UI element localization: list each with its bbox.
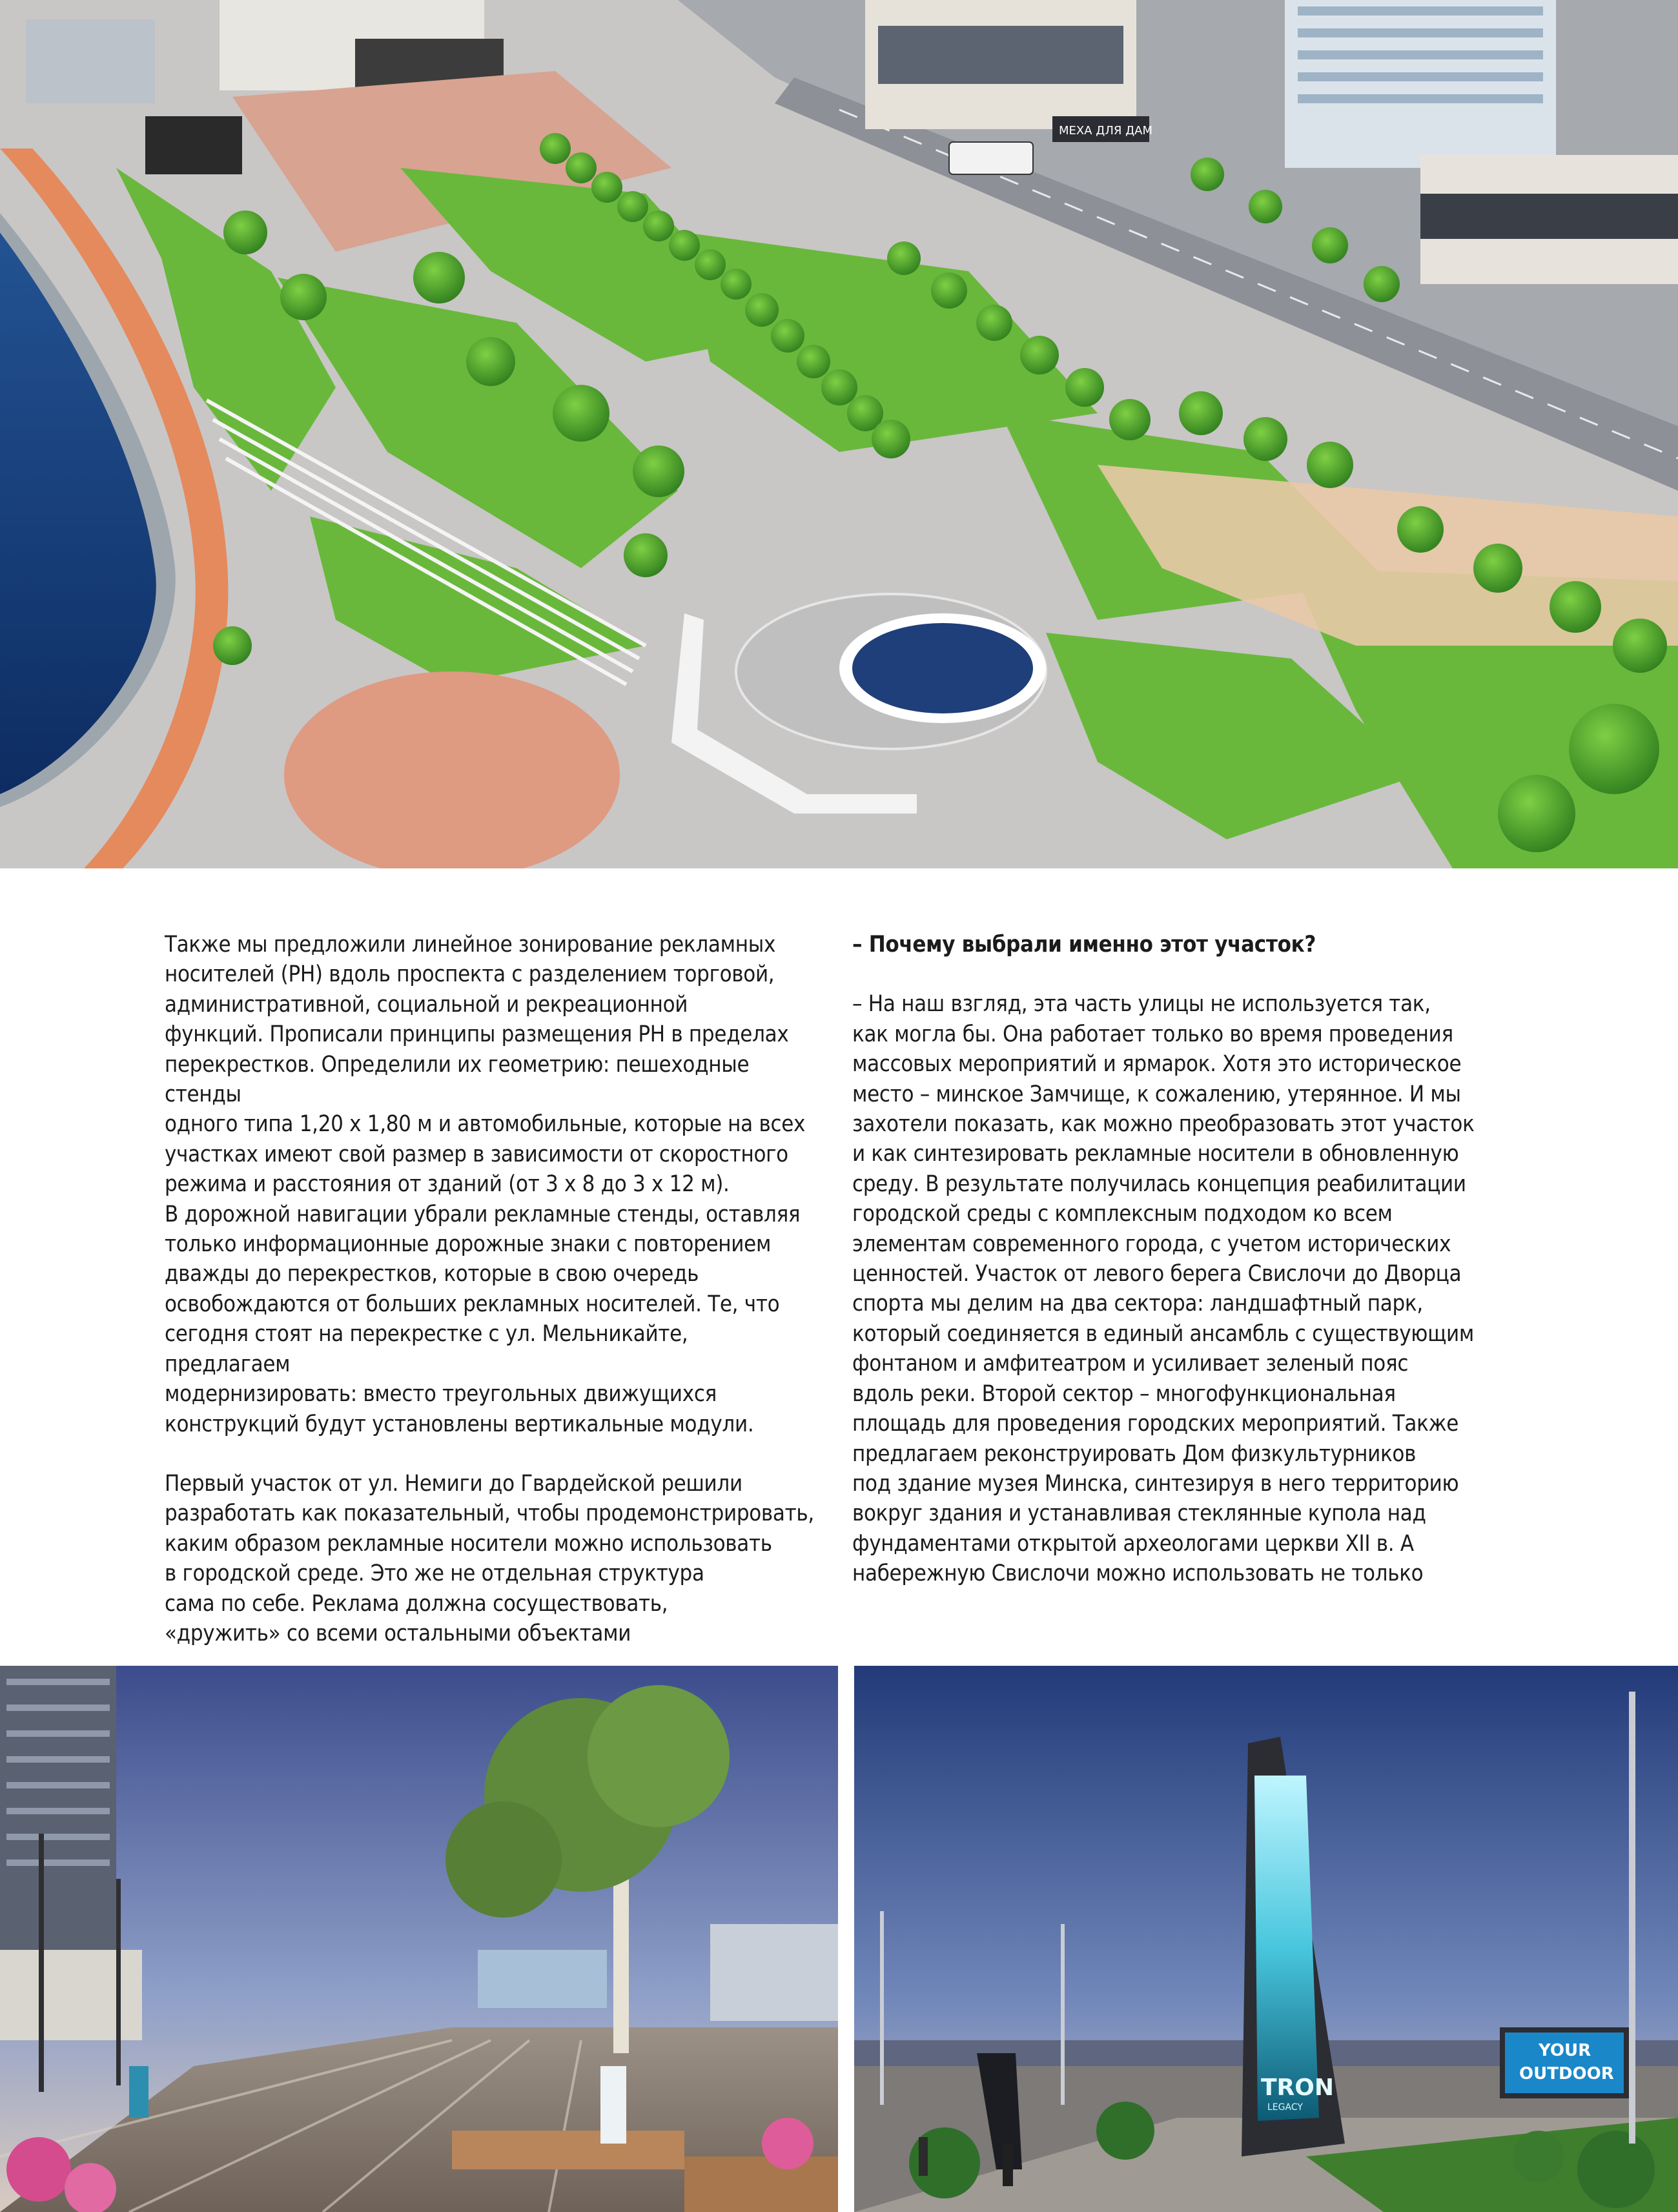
left-paragraph-1: Также мы предложили линейное зонирование рекламных носителей (РН) вдоль проспекта с разделением торговой, административной, социальной и рекреационной функций. Прописали принципы размещения РН в пределах перекрестков. Определили их геометрию: пешеходные стенды одного типа 1,20 х 1,80 м и автомобильные, которые на всех участках имеют свой размер в зависимости от скоростного режима и расстояния от зданий (от 3 х 8 до 3 х 12 м). В дорожной навигации убрали рекламные стенды, оставляя только информационные дорожные знаки с повторением дважды до перекрестков, которые в свою очередь освобождаются от больших рекламных носителей. Те, что сегодня стоят на перекрестке с ул. Мельникайте, предлагаем модернизировать: вместо треугольных движущихся конструкций будут установлены вертикальные модули.	[165, 932, 806, 1437]
pylon-title: TRON	[1261, 2074, 1335, 2101]
interview-answer: – На наш взгляд, эта часть улицы не используется так, как могла бы. Она работает только во время проведения массовых мероприятий и ярмарок. Хотя это историческое место – минское Замчище, к сожалению, утерянное. И мы захотели показать, как можно преобразовать этот участок и как синтезировать рекламные носители в обновленную среду. В результате получилась концепция реабилитации городской среды с комплексным подходом ко всем элементам современного города, с учетом исторических ценностей. Участок от левого берега Свислочи до Дворца спорта мы делим на два сектора: ландшафтный парк, который соединяется в единый ансамбль с существующим фонтаном и амфитеатром и усиливает зеленый пояс вдоль реки. Второй сектор – многофункциональная площадь для проведения городских мероприятий. Также предлагаем реконструировать Дом физкультурников под здание музея Минска, синтезируя в него территорию вокруг здания и устанавливая стеклянные купола над фундаментами открытой археологами церкви XII в. А набережную Свислочи можно использовать не только	[852, 991, 1475, 1587]
screen-text-bottom: OUTDOOR	[1519, 2064, 1614, 2084]
pylon-subtitle: LEGACY	[1267, 2102, 1303, 2113]
hero-aerial-render	[0, 0, 1678, 868]
left-paragraph-2: Первый участок от ул. Немиги до Гвардейской решили разработать как показательный, чтобы продемонстрировать, каким образом рекламные носители можно использовать в городской среде. Это же не отдельная структура сама по себе. Реклама должна сосуществовать, «дружить» со всеми остальными объектами	[165, 1470, 814, 1646]
article-left-column	[165, 930, 817, 1678]
screen-text-top: YOUR	[1539, 2041, 1591, 2060]
photo-night-pylon	[854, 1666, 1678, 2212]
shop-sign: МЕХА ДЛЯ ДАМ	[1059, 124, 1153, 138]
interview-question: – Почему выбрали именно этот участок?	[852, 932, 1316, 958]
article-right-column	[852, 930, 1524, 1619]
photo-evening-boulevard	[0, 1666, 838, 2212]
